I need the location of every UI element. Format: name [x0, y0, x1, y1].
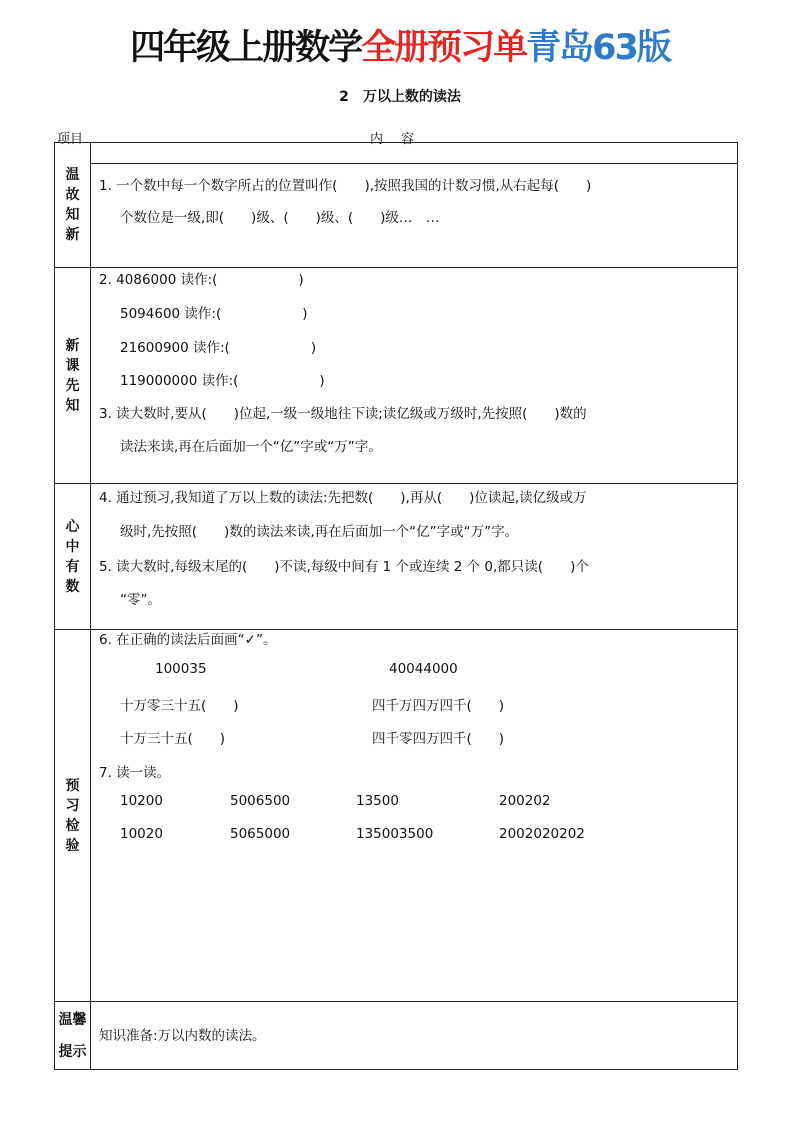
- check-q6-number-left: 100035: [155, 661, 207, 677]
- header-title: [0, 18, 800, 78]
- new-lesson-q2d: 119000000 读作:( ): [120, 373, 325, 389]
- new-lesson-q3-line2: 读法来读,再在后面加一个“亿”字或“万”字。: [120, 439, 382, 455]
- q7-number: 5006500: [230, 793, 291, 809]
- mind-q4-line1: 4. 通过预习,我知道了万以上数的读法:先把数( ),再从( )位读起,读亿级或万: [99, 490, 587, 506]
- new-lesson-q2c: 21600900 读作:( ): [120, 340, 317, 356]
- tips-label-cell: [55, 1002, 91, 1069]
- review-label: 温故知新: [65, 167, 80, 243]
- mind-label-cell: [55, 484, 91, 629]
- check-label-cell: [55, 630, 91, 1001]
- title-preview-text: 全册预习单: [361, 28, 527, 68]
- check-q6-right-a: 四千万四万四千( ): [372, 698, 505, 714]
- q7-number: 13500: [356, 793, 399, 809]
- check-q6-right-b: 四千零四万四千( ): [372, 731, 505, 747]
- q7-number: 10200: [120, 793, 163, 809]
- mind-section: [55, 483, 737, 629]
- mind-q5-line1: 5. 读大数时,每级末尾的( )不读,每级中间有 1 个或连续 2 个 0,都只读( )个: [99, 559, 589, 575]
- column-header-item: 项目: [57, 132, 84, 147]
- tips-label: [57, 1004, 89, 1068]
- new-lesson-label-cell: [55, 268, 91, 483]
- check-q6-left-b: 十万三十五( ): [120, 731, 226, 747]
- check-q6-left-a: 十万零三十五( ): [120, 698, 239, 714]
- new-lesson-section: [55, 267, 737, 483]
- q7-number: 10020: [120, 826, 163, 842]
- q7-number: 200202: [499, 793, 551, 809]
- mind-label: 心中有数: [65, 518, 80, 595]
- tips-label-line1: 温馨: [58, 1011, 87, 1028]
- check-q6: 6. 在正确的读法后面画“✓”。: [99, 632, 277, 648]
- check-q7: 7. 读一读。: [99, 765, 171, 781]
- review-label-cell: [55, 143, 91, 267]
- mind-content: [91, 484, 737, 629]
- header-divider-line: [91, 163, 737, 164]
- new-lesson-content: [91, 268, 737, 483]
- review-q1-line2: 个数位是一级,即( )级、( )级、( )级… …: [120, 210, 440, 226]
- q7-number: 135003500: [356, 826, 434, 842]
- title-grade-text: 四年级上册数学: [130, 28, 362, 68]
- lesson-title: 2 万以上数的读法: [339, 89, 461, 105]
- worksheet-table: [54, 142, 738, 1070]
- check-label: 预习检验: [65, 777, 80, 854]
- q7-number: 5065000: [230, 826, 291, 842]
- new-lesson-label: 新课先知: [65, 337, 80, 414]
- tips-content: [91, 1002, 737, 1069]
- column-header-content: 内容: [370, 132, 433, 147]
- check-section: [55, 629, 737, 1001]
- mind-q5-line2: “零”。: [120, 592, 161, 608]
- new-lesson-q2b: 5094600 读作:( ): [120, 306, 308, 322]
- tips-label-line2: 提示: [58, 1043, 87, 1060]
- title-edition-text: 青岛63版: [526, 28, 670, 68]
- q7-number: 2002020202: [499, 826, 585, 842]
- new-lesson-q2a: 2. 4086000 读作:( ): [99, 272, 304, 288]
- tips-section: [55, 1001, 737, 1069]
- check-content: [91, 630, 737, 1001]
- new-lesson-q3-line1: 3. 读大数时,要从( )位起,一级一级地往下读;读亿级或万级时,先按照( )数的: [99, 406, 587, 422]
- check-q6-number-right: 40044000: [389, 661, 458, 677]
- review-section: [55, 143, 737, 267]
- review-content: [91, 143, 737, 267]
- review-q1-line1: 1. 一个数中每一个数字所占的位置叫作( ),按照我国的计数习惯,从右起每( ): [99, 178, 592, 194]
- tips-text: 知识准备:万以内数的读法。: [99, 1028, 266, 1044]
- mind-q4-line2: 级时,先按照( )数的读法来读,再在后面加一个“亿”字或“万”字。: [120, 524, 519, 540]
